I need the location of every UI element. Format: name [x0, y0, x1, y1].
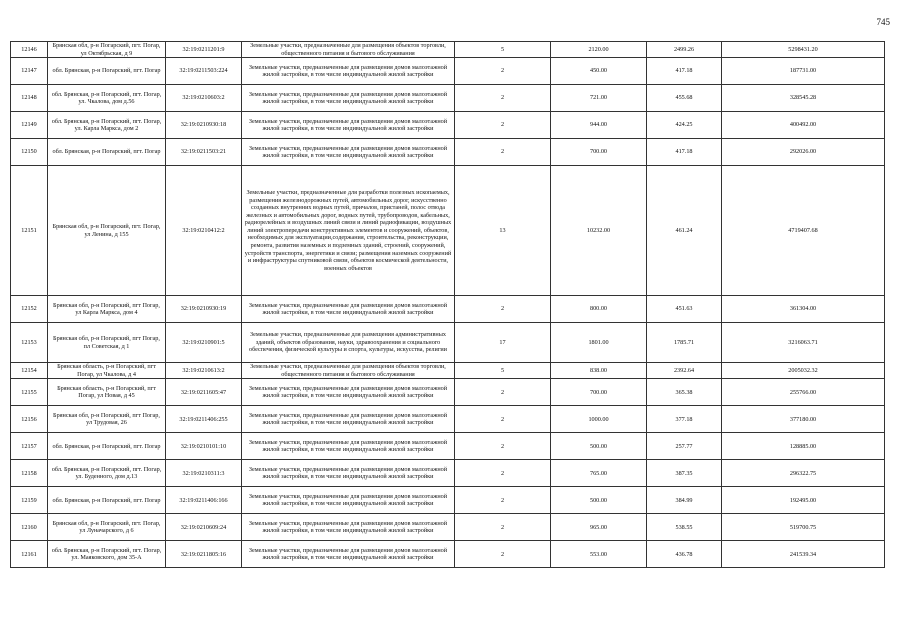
table-row — [11, 433, 885, 460]
group-cell: 2 — [455, 112, 551, 139]
table-row — [11, 42, 885, 58]
land-use-cell: Земельные участки, предназначенные для размещения домов малоэтажной жилой застройки, в том числе индивидуальной жилой застройки — [242, 514, 455, 541]
address-cell: Брянская обл, р-н Погарский, пгт. Погар, ул Луначарского, д 6 — [48, 514, 166, 541]
land-use-cell: Земельные участки, предназначенные для размещения объектов торговли, общественного питания и бытового обслуживания — [242, 363, 455, 379]
land-use-cell: Земельные участки, предназначенные для размещения объектов торговли, общественного питания и бытового обслуживания — [242, 42, 455, 58]
row-number: 12148 — [11, 85, 48, 112]
specific-value-cell: 424.25 — [647, 112, 722, 139]
table-row — [11, 112, 885, 139]
group-cell: 2 — [455, 460, 551, 487]
cadastral-value-cell: 192495.00 — [722, 487, 885, 514]
cadastral-number-cell: 32:19:0210311:3 — [166, 460, 242, 487]
address-cell: обл. Брянская, р-н Погарский, пгт. Погар, ул. Маяковского, дом 35-А — [48, 541, 166, 568]
cadastral-value-cell: 5298431.20 — [722, 42, 885, 58]
cadastral-number-cell: 32:19:0211503:224 — [166, 58, 242, 85]
group-cell: 5 — [455, 363, 551, 379]
cadastral-number-cell: 32:19:0210613:2 — [166, 363, 242, 379]
cadastral-value-cell: 296322.75 — [722, 460, 885, 487]
area-cell: 10232.00 — [551, 166, 647, 296]
specific-value-cell: 417.18 — [647, 139, 722, 166]
specific-value-cell: 451.63 — [647, 296, 722, 323]
table-row — [11, 541, 885, 568]
cadastral-number-cell: 32:19:0210930:18 — [166, 112, 242, 139]
land-use-cell: Земельные участки, предназначенные для размещения домов малоэтажной жилой застройки, в том числе индивидуальной жилой застройки — [242, 139, 455, 166]
row-number: 12160 — [11, 514, 48, 541]
row-number: 12152 — [11, 296, 48, 323]
row-number: 12149 — [11, 112, 48, 139]
land-use-cell: Земельные участки, предназначенные для размещения домов малоэтажной жилой застройки, в том числе индивидуальной жилой застройки — [242, 379, 455, 406]
area-cell: 500.00 — [551, 487, 647, 514]
table-row — [11, 514, 885, 541]
cadastral-value-cell: 361304.00 — [722, 296, 885, 323]
cadastral-number-cell: 32:19:0210901:5 — [166, 323, 242, 363]
specific-value-cell: 417.18 — [647, 58, 722, 85]
cadastral-value-cell: 4719407.68 — [722, 166, 885, 296]
land-use-cell: Земельные участки, предназначенные для размещения домов малоэтажной жилой застройки, в том числе индивидуальной жилой застройки — [242, 296, 455, 323]
area-cell: 700.00 — [551, 139, 647, 166]
group-cell: 2 — [455, 541, 551, 568]
address-cell: Брянская обл, р-н Погарский, пгт Погар, ул Трудовая, 26 — [48, 406, 166, 433]
table-row — [11, 406, 885, 433]
address-cell: Брянская обл, р-н Погарский, пгт. Погар, ул Ленина, д 155 — [48, 166, 166, 296]
specific-value-cell: 365.38 — [647, 379, 722, 406]
table-row — [11, 379, 885, 406]
cadastral-number-cell: 32:19:0211503:21 — [166, 139, 242, 166]
cadastral-value-cell: 2005032.32 — [722, 363, 885, 379]
table-row — [11, 85, 885, 112]
row-number: 12146 — [11, 42, 48, 58]
cadastral-number-cell: 32:19:0211406:166 — [166, 487, 242, 514]
area-cell: 500.00 — [551, 433, 647, 460]
cadastral-number-cell: 32:19:0210930:19 — [166, 296, 242, 323]
group-cell: 2 — [455, 139, 551, 166]
cadastral-number-cell: 32:19:0210609:24 — [166, 514, 242, 541]
area-cell: 965.00 — [551, 514, 647, 541]
group-cell: 2 — [455, 85, 551, 112]
address-cell: обл. Брянская, р-н Погарский, пгт. Погар, ул. Буденного, дом д.13 — [48, 460, 166, 487]
area-cell: 553.00 — [551, 541, 647, 568]
group-cell: 2 — [455, 379, 551, 406]
land-use-cell: Земельные участки, предназначенные для разработки полезных ископаемых, размещения железнодорожных путей, автомобильных дорог, искусственно созданных внутренних водных путей, причалов, пристаней, полос отвода железных и автомобильных дорог, водных путей, трубопроводов, кабельных, радиорелейных и воздушных линий связи и линий радиофикации, воздушных линий электропередачи конструктивных элементов и сооружений, объектов, необходимых для эксплуатации,содержания, строительства, реконструкции, ремонта, развития наземных и подземных зданий, строений, сооружений, устройств транспорта, энергетики и связи; размещения наземных сооружений и инфраструктуры спутниковой связи, объектов космической деятельности, военных объектов — [242, 166, 455, 296]
row-number: 12155 — [11, 379, 48, 406]
page-number: 745 — [876, 17, 890, 27]
cadastral-value-cell: 187731.00 — [722, 58, 885, 85]
group-cell: 2 — [455, 433, 551, 460]
area-cell: 450.00 — [551, 58, 647, 85]
specific-value-cell: 257.77 — [647, 433, 722, 460]
table-row — [11, 296, 885, 323]
address-cell: обл. Брянская, р-н Погарский, пгт. Погар — [48, 58, 166, 85]
land-use-cell: Земельные участки, предназначенные для размещения домов малоэтажной жилой застройки, в том числе индивидуальной жилой застройки — [242, 487, 455, 514]
cadastral-number-cell: 32:19:0211605:47 — [166, 379, 242, 406]
table-row — [11, 58, 885, 85]
group-cell: 5 — [455, 42, 551, 58]
address-cell: обл. Брянская, р-н Погарский, пгт. Погар, ул. Чкалова, дом д.56 — [48, 85, 166, 112]
row-number: 12154 — [11, 363, 48, 379]
table-row — [11, 460, 885, 487]
address-cell: Брянская обл, р-н Погарский, пгт. Погар, ул Октябрьская, д 9 — [48, 42, 166, 58]
row-number: 12157 — [11, 433, 48, 460]
table-row — [11, 166, 885, 296]
specific-value-cell: 455.68 — [647, 85, 722, 112]
specific-value-cell: 436.78 — [647, 541, 722, 568]
area-cell: 800.00 — [551, 296, 647, 323]
cadastral-value-cell: 3216063.71 — [722, 323, 885, 363]
land-use-cell: Земельные участки, предназначенные для размещения домов малоэтажной жилой застройки, в том числе индивидуальной жилой застройки — [242, 406, 455, 433]
address-cell: обл. Брянская, р-н Погарский, пгт. Погар — [48, 487, 166, 514]
address-cell: обл. Брянская, р-н Погарский, пгт. Погар — [48, 433, 166, 460]
row-number: 12151 — [11, 166, 48, 296]
row-number: 12158 — [11, 460, 48, 487]
row-number: 12161 — [11, 541, 48, 568]
address-cell: Брянская обл, р-н Погарский, пгт Погар, ул Карла Маркса, дом 4 — [48, 296, 166, 323]
cadastral-number-cell: 32:19:0211805:16 — [166, 541, 242, 568]
land-use-cell: Земельные участки, предназначенные для размещения домов малоэтажной жилой застройки, в том числе индивидуальной жилой застройки — [242, 112, 455, 139]
row-number: 12147 — [11, 58, 48, 85]
cadastral-number-cell: 32:19:0210412:2 — [166, 166, 242, 296]
table-row — [11, 363, 885, 379]
specific-value-cell: 2392.64 — [647, 363, 722, 379]
land-use-cell: Земельные участки, предназначенные для размещения домов малоэтажной жилой застройки, в том числе индивидуальной жилой застройки — [242, 460, 455, 487]
area-cell: 838.00 — [551, 363, 647, 379]
specific-value-cell: 377.18 — [647, 406, 722, 433]
row-number: 12153 — [11, 323, 48, 363]
specific-value-cell: 387.35 — [647, 460, 722, 487]
specific-value-cell: 461.24 — [647, 166, 722, 296]
area-cell: 1000.00 — [551, 406, 647, 433]
land-use-cell: Земельные участки, предназначенные для размещения домов малоэтажной жилой застройки, в том числе индивидуальной жилой застройки — [242, 541, 455, 568]
land-use-cell: Земельные участки, предназначенные для размещения административных зданий, объектов образования, науки, здравоохранения и социального обеспечения, физической культуры и спорта, культуры, искусства, религии — [242, 323, 455, 363]
area-cell: 1801.00 — [551, 323, 647, 363]
group-cell: 2 — [455, 487, 551, 514]
cadastral-value-cell: 128885.00 — [722, 433, 885, 460]
address-cell: Брянская область, р-н Погарский, пгт Погар, ул Новая, д 45 — [48, 379, 166, 406]
group-cell: 17 — [455, 323, 551, 363]
group-cell: 2 — [455, 296, 551, 323]
table-row — [11, 323, 885, 363]
cadastral-value-cell: 328545.28 — [722, 85, 885, 112]
cadastral-number-cell: 32:19:0210101:10 — [166, 433, 242, 460]
cadastral-value-cell: 377180.00 — [722, 406, 885, 433]
address-cell: Брянская область, р-н Погарский, пгт Погар, ул Чкалова, д 4 — [48, 363, 166, 379]
address-cell: обл. Брянская, р-н Погарский, пгт. Погар — [48, 139, 166, 166]
land-use-cell: Земельные участки, предназначенные для размещения домов малоэтажной жилой застройки, в том числе индивидуальной жилой застройки — [242, 58, 455, 85]
cadastral-number-cell: 32:19:0211201:9 — [166, 42, 242, 58]
group-cell: 13 — [455, 166, 551, 296]
table-row — [11, 139, 885, 166]
address-cell: Брянская обл, р-н Погарский, пгт Погар, пл Советская, д 1 — [48, 323, 166, 363]
cadastral-value-cell: 255766.00 — [722, 379, 885, 406]
table-row — [11, 487, 885, 514]
specific-value-cell: 1785.71 — [647, 323, 722, 363]
row-number: 12150 — [11, 139, 48, 166]
group-cell: 2 — [455, 58, 551, 85]
area-cell: 2120.00 — [551, 42, 647, 58]
cadastral-value-cell: 292026.00 — [722, 139, 885, 166]
area-cell: 765.00 — [551, 460, 647, 487]
specific-value-cell: 538.55 — [647, 514, 722, 541]
group-cell: 2 — [455, 514, 551, 541]
cadastral-value-cell: 400492.00 — [722, 112, 885, 139]
area-cell: 721.00 — [551, 85, 647, 112]
cadastral-value-cell: 241539.34 — [722, 541, 885, 568]
cadastral-value-table — [10, 41, 885, 568]
address-cell: обл. Брянская, р-н Погарский, пгт. Погар, ул. Карла Маркса, дом 2 — [48, 112, 166, 139]
land-use-cell: Земельные участки, предназначенные для размещения домов малоэтажной жилой застройки, в том числе индивидуальной жилой застройки — [242, 433, 455, 460]
area-cell: 700.00 — [551, 379, 647, 406]
specific-value-cell: 2499.26 — [647, 42, 722, 58]
cadastral-number-cell: 32:19:0211406:255 — [166, 406, 242, 433]
area-cell: 944.00 — [551, 112, 647, 139]
row-number: 12159 — [11, 487, 48, 514]
specific-value-cell: 384.99 — [647, 487, 722, 514]
cadastral-value-cell: 519700.75 — [722, 514, 885, 541]
cadastral-number-cell: 32:19:0210603:2 — [166, 85, 242, 112]
row-number: 12156 — [11, 406, 48, 433]
group-cell: 2 — [455, 406, 551, 433]
land-use-cell: Земельные участки, предназначенные для размещения домов малоэтажной жилой застройки, в том числе индивидуальной жилой застройки — [242, 85, 455, 112]
